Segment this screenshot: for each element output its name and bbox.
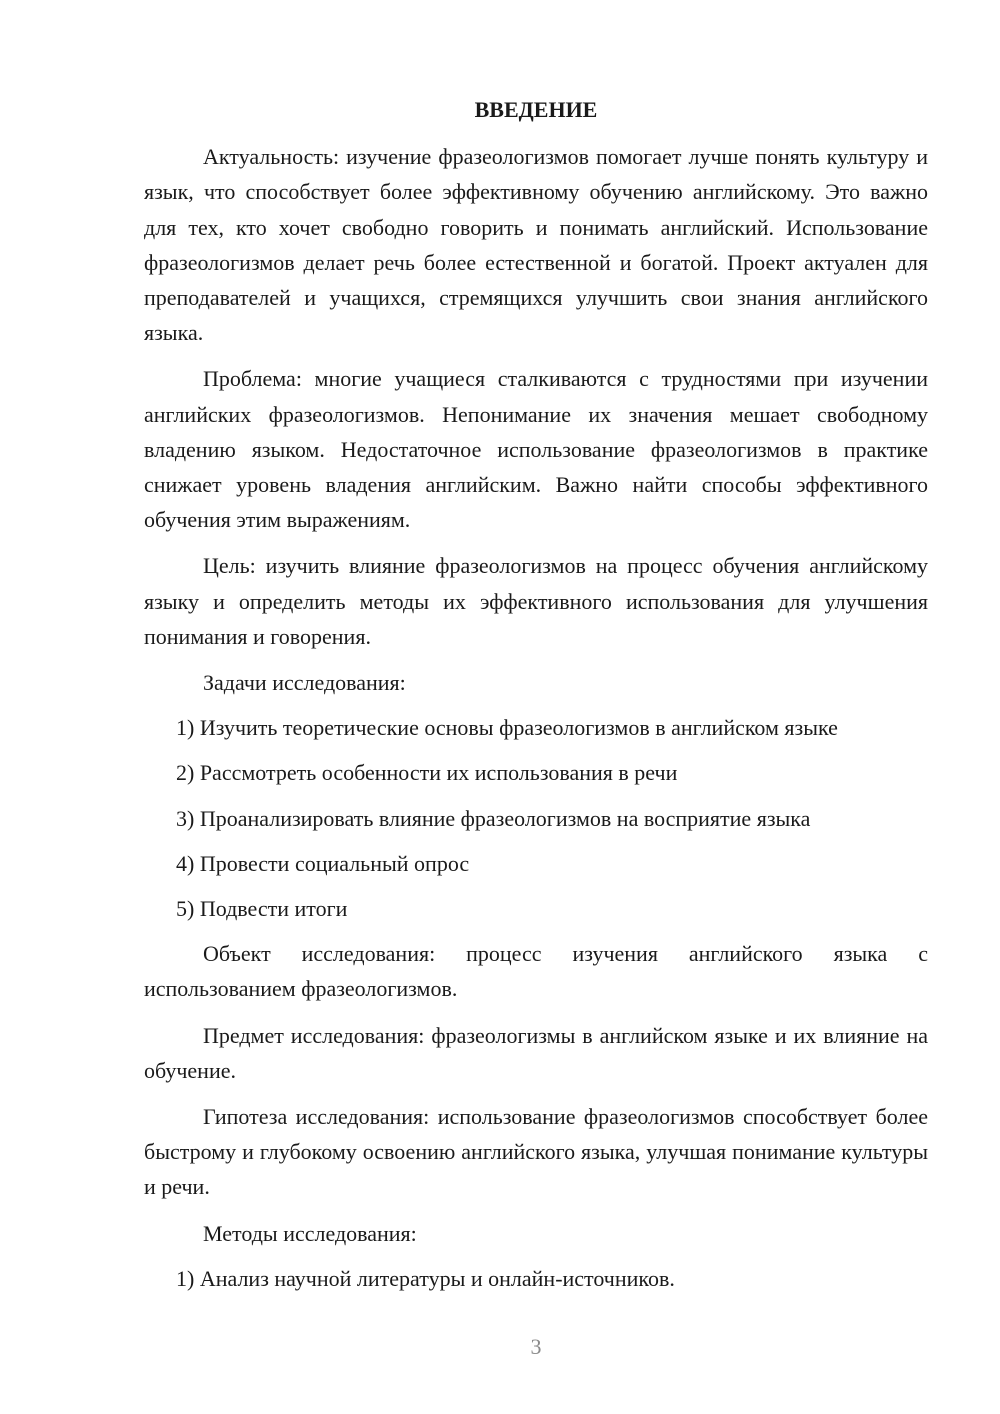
goal-paragraph: Цель: изучить влияние фразеологизмов на процесс обучения английскому языку и определить методы их эффективного использования для улучшения понимания и говорения. xyxy=(144,553,928,649)
subject-paragraph: Предмет исследования: фразеологизмы в английском языке и их влияние на обучение. xyxy=(144,1022,928,1083)
task-item: 5) Подвести итоги xyxy=(176,896,348,922)
page-content xyxy=(144,92,928,1306)
task-item: 2) Рассмотреть особенности их использования в речи xyxy=(176,760,678,786)
relevance-paragraph: Актуальность: изучение фразеологизмов помогает лучше понять культуру и язык, что способствует более эффективному обучению английскому. Это важно для тех, кто хочет свободно говорить и понимать английский. Использование фразеологизмов делает речь более естественной и богатой. Проект актуален для преподавателей и учащихся, стремящихся улучшить свои знания английского языка. xyxy=(144,144,928,346)
task-item: 3) Проанализировать влияние фразеологизмов на восприятие языка xyxy=(176,805,811,831)
task-item: 4) Провести социальный опрос xyxy=(176,850,470,876)
problem-paragraph: Проблема: многие учащиеся сталкиваются с трудностями при изучении английских фразеологизмов. Непонимание их значения мешает свободному владению языком. Недостаточное использование фразеологизмов в практике снижает уровень владения английским. Важно найти способы эффективного обучения этим выражениям. xyxy=(144,366,928,533)
section-title: ВВЕДЕНИЕ xyxy=(474,97,598,122)
task-item: 1) Изучить теоретические основы фразеологизмов в английском языке xyxy=(176,715,838,741)
methods-list xyxy=(144,1261,928,1296)
hypothesis-paragraph: Гипотеза исследования: использование фразеологизмов способствует более быстрому и глубокому освоению английского языка, улучшая понимание культуры и речи. xyxy=(144,1104,928,1200)
page-number: 3 xyxy=(530,1334,542,1359)
method-item: 1) Анализ научной литературы и онлайн-источников. xyxy=(176,1265,675,1291)
object-paragraph: Объект исследования: процесс изучения английского языка с использованием фразеологизмов. xyxy=(144,941,928,1002)
methods-label: Методы исследования: xyxy=(203,1220,417,1246)
tasks-list xyxy=(144,710,928,926)
tasks-label: Задачи исследования: xyxy=(203,670,406,696)
